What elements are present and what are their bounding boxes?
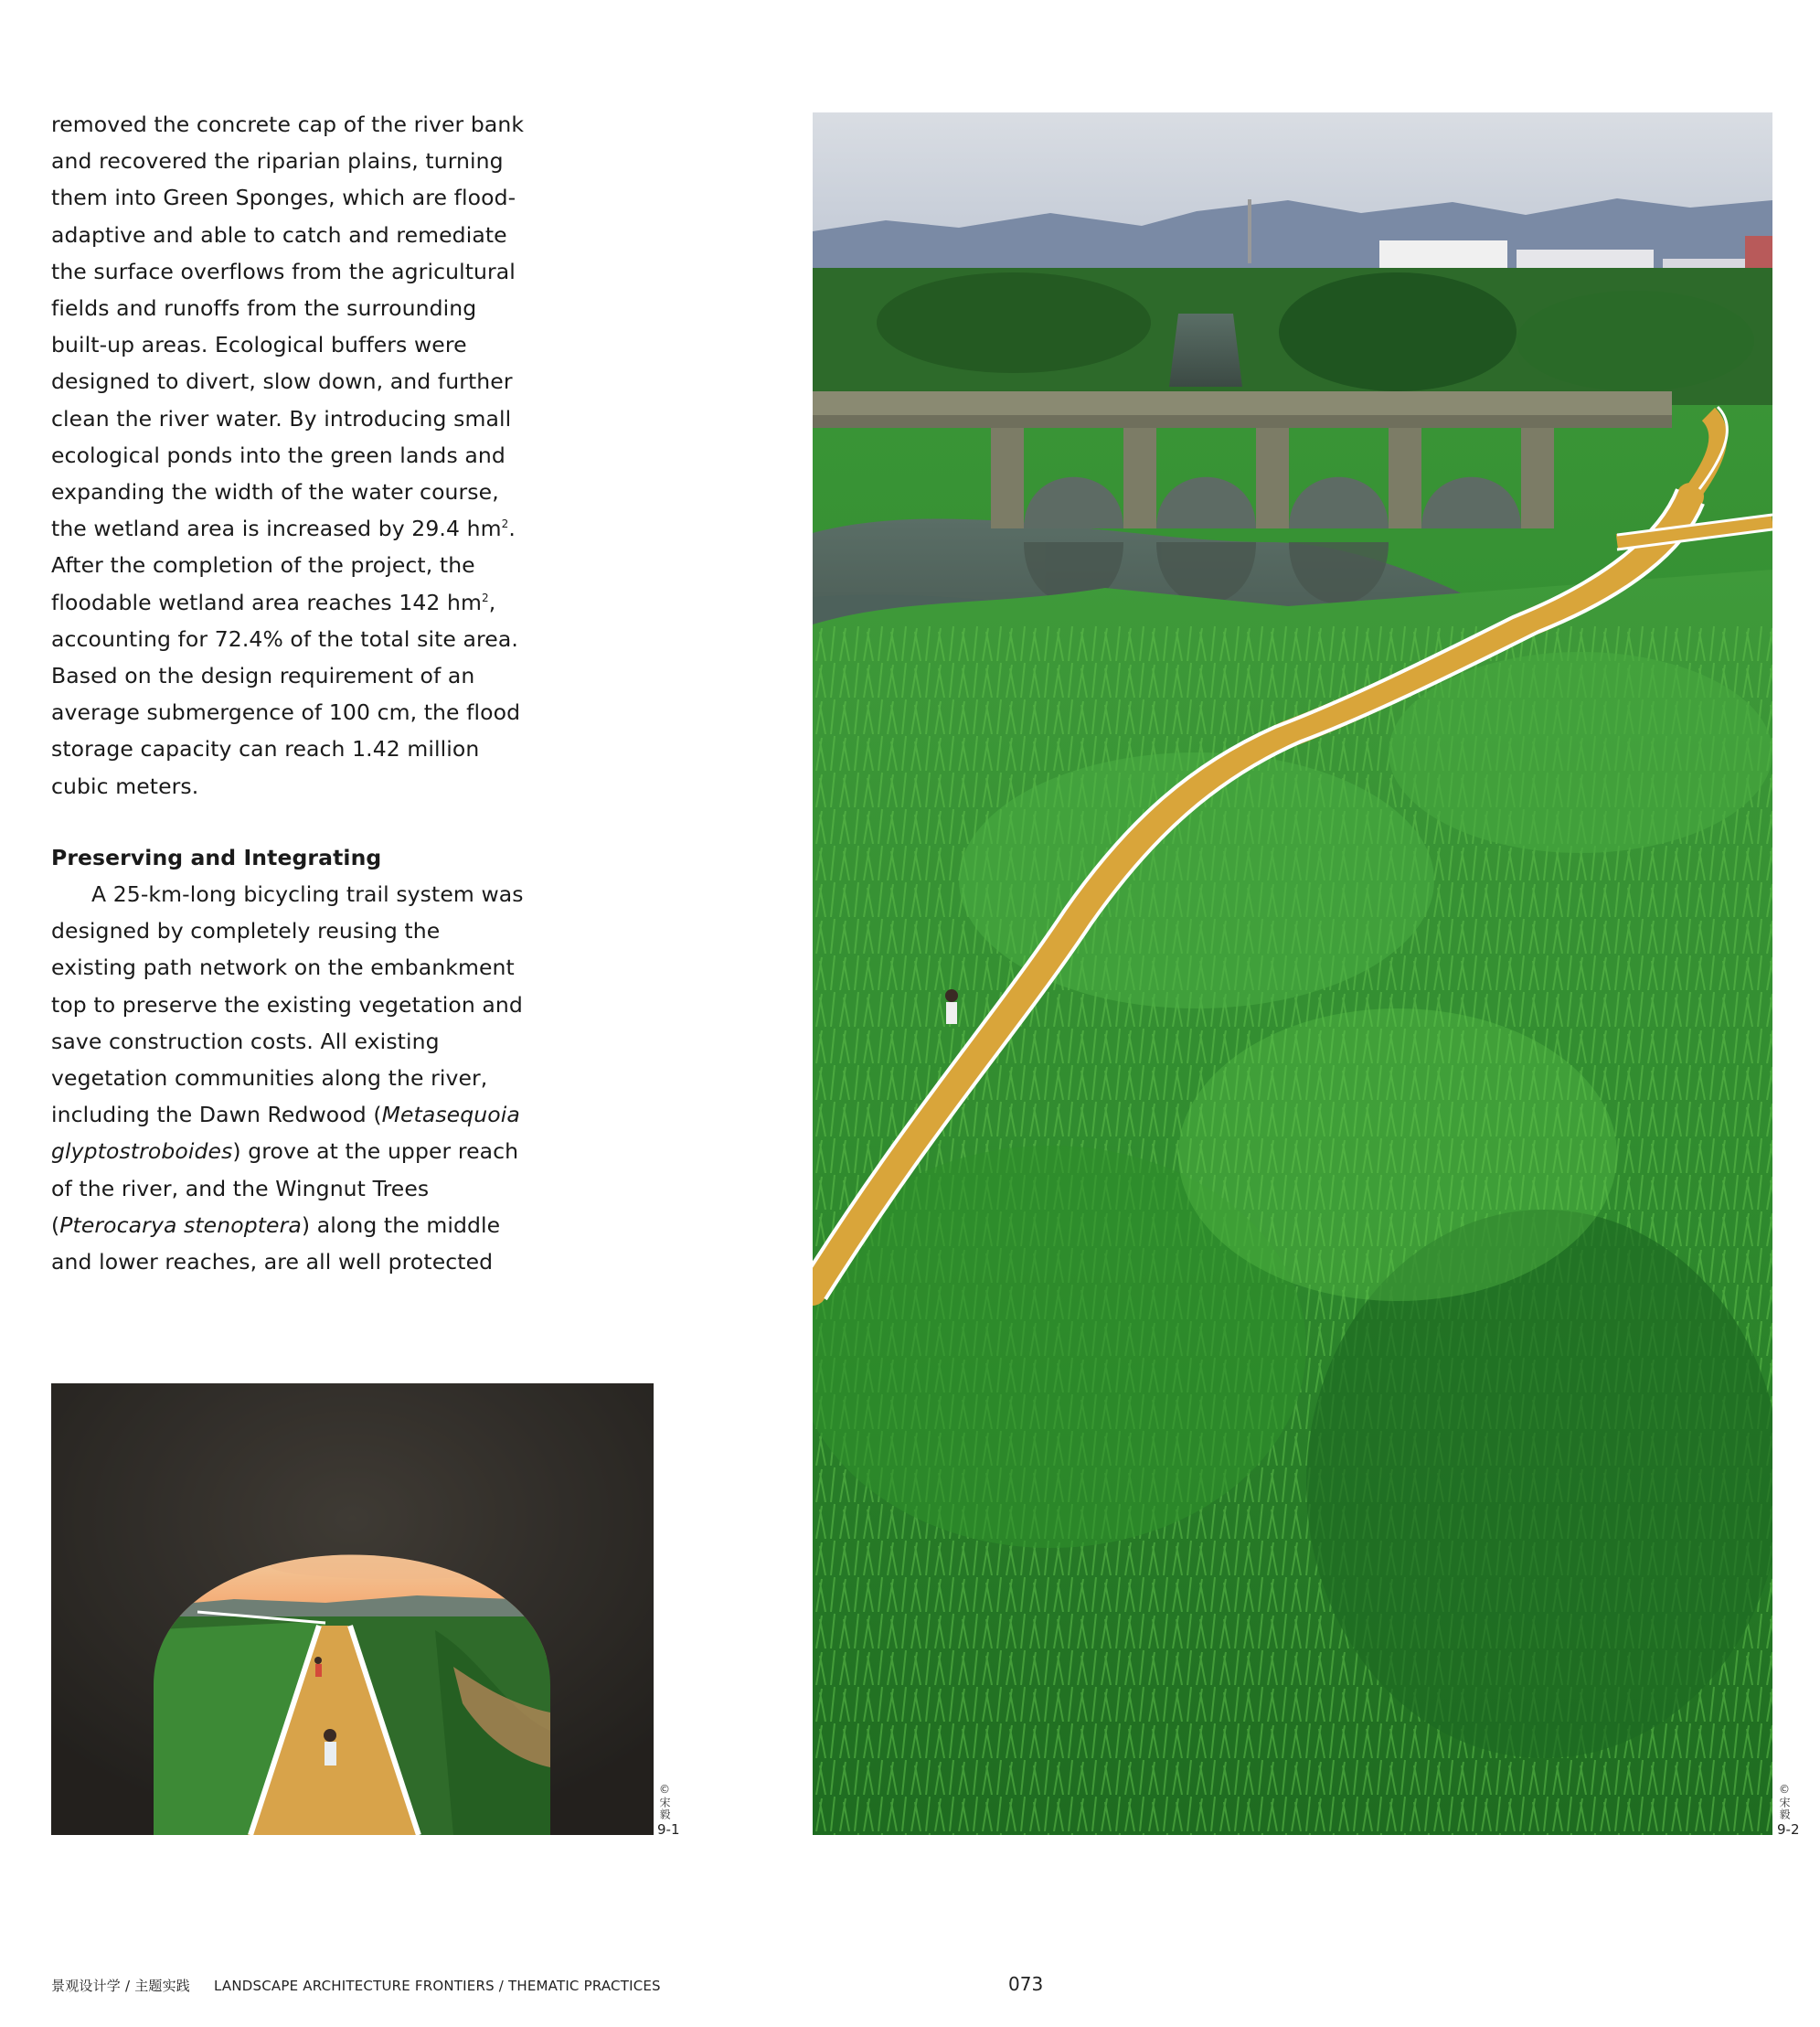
body-paragraph-2 (51, 876, 527, 1280)
text-run: ) grove at the upper reach of the river, and the Wingnut Trees ( (51, 1138, 519, 1238)
figure-9-1-credit: ©宋毅 (658, 1783, 671, 1820)
italic-species-name: Metasequoia glyptostroboides (51, 1102, 520, 1165)
footer-journal (51, 1976, 685, 1995)
body-paragraph-1 (51, 106, 527, 805)
text-run: ) along the middle and lower reaches, are all well protected (51, 1211, 501, 1275)
body-text-column (51, 106, 527, 1280)
footer-journal-cn: 景观设计学 / 主题实践 (51, 1978, 190, 1994)
text-run: . After the completion of the project, the floodable wetland area reaches 142 hm (51, 516, 516, 615)
text-run: , accounting for 72.4% of the total site area. Based on the design requirement of an average submergence of 100 cm, the flood storage capacity can reach 1.42 million cubic meters. (51, 589, 521, 799)
text-run: A 25-km-long bicycling trail system was designed by completely reusing the existing path network on the embankment top to preserve the existing vegetation and save construction costs. All existing vegetation communities along the river, including the Dawn Redwood ( (51, 881, 524, 1128)
figure-9-2-credit: ©宋毅 (1778, 1783, 1791, 1820)
figure-9-2-photo (813, 112, 1772, 1835)
figure-9-1-label: 9-1 (657, 1821, 680, 1838)
text-run: removed the concrete cap of the river bank and recovered the riparian plains, turning them into Green Sponges, which are flood-adaptive and able to catch and remediate the surface overflows from the agricultural fields and runoffs from the surrounding built-up areas. Ecological buffers were designed to divert, slow down, and further clean the river water. By introducing small ecological ponds into the green lands and expanding the width of the water course, the wetland area is increased by 29.4 hm (51, 112, 525, 542)
superscript: 2 (482, 591, 489, 604)
figure-9-2-label: 9-2 (1777, 1821, 1800, 1838)
footer-journal-en: LANDSCAPE ARCHITECTURE FRONTIERS / THEMATIC PRACTICES (214, 1978, 661, 1994)
figure-9-1-photo (51, 1383, 654, 1835)
page-number: 073 (1008, 1973, 1044, 1995)
section-heading: Preserving and Integrating (51, 844, 382, 870)
italic-species-name: Pterocarya stenoptera (59, 1211, 302, 1238)
superscript: 2 (501, 517, 509, 531)
